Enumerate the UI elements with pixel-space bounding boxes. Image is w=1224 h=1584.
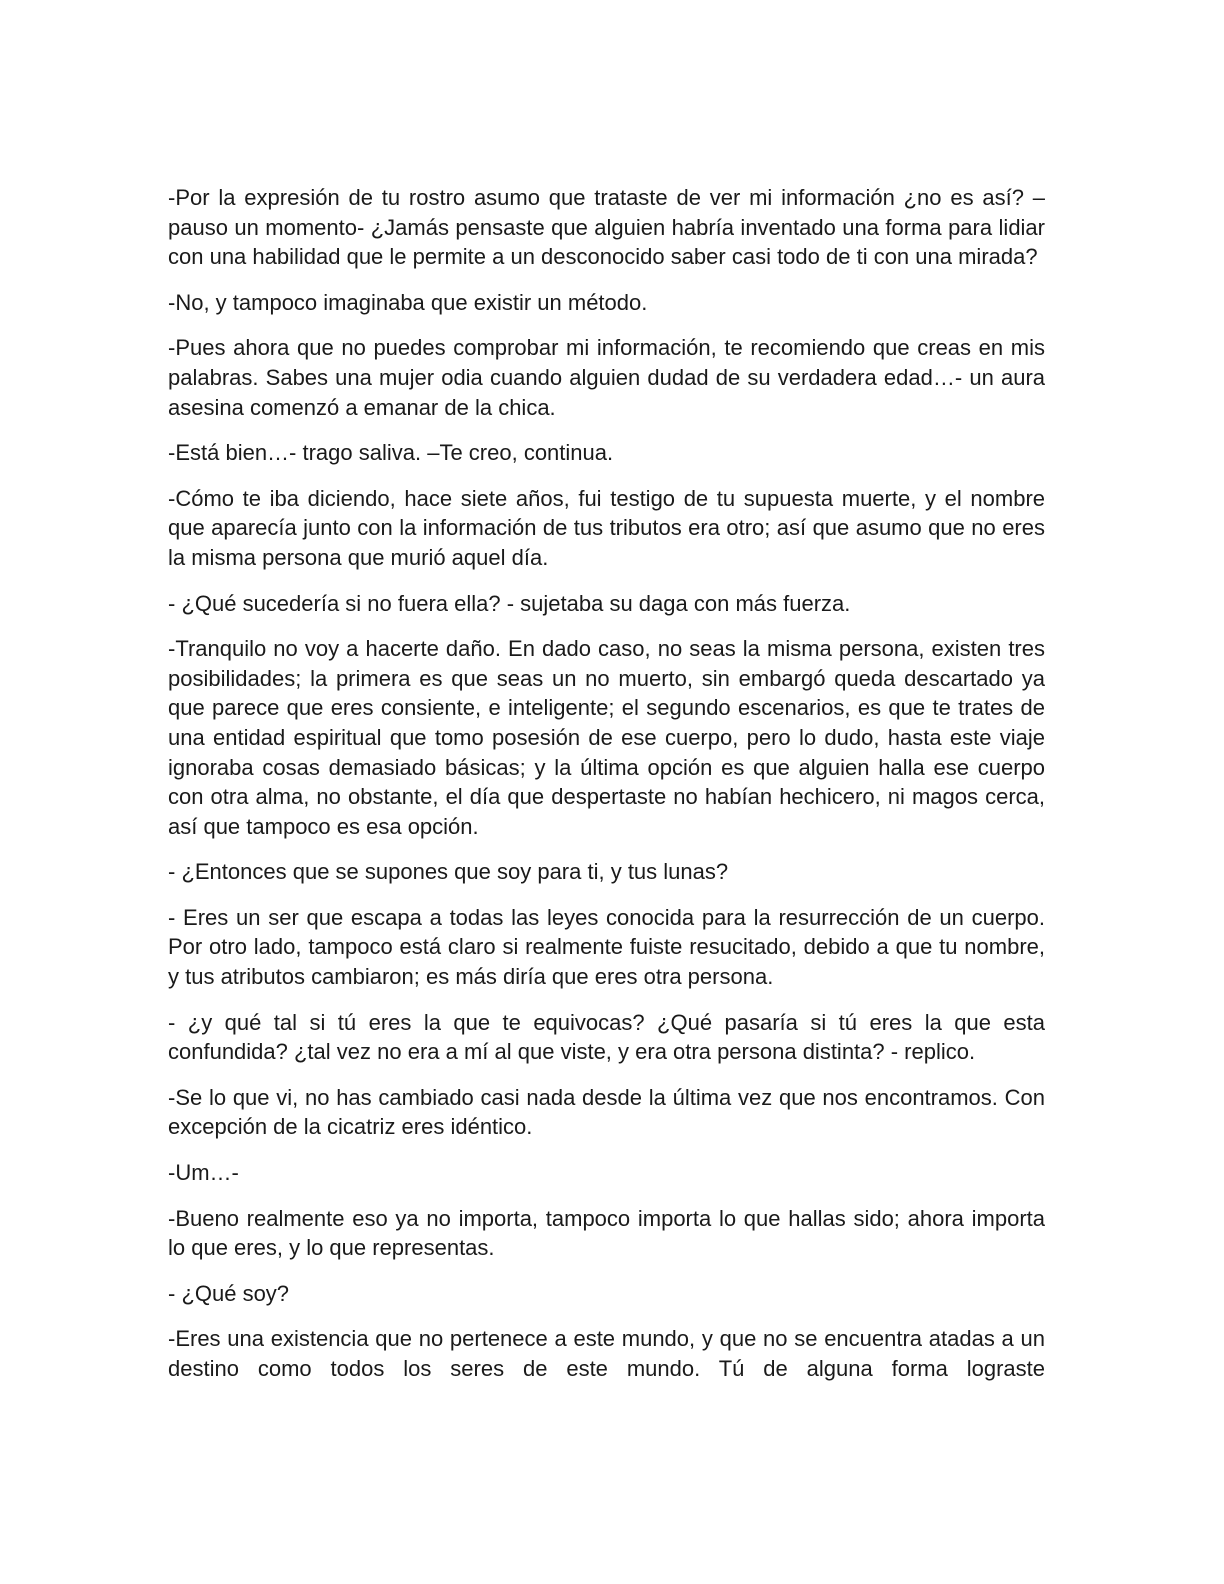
paragraph-10: - ¿y qué tal si tú eres la que te equivocas? ¿Qué pasaría si tú eres la que esta confundida? ¿tal vez no era a mí al que viste, y era otra persona distinta? - replico. bbox=[168, 1009, 1045, 1065]
paragraph-14: - ¿Qué soy? bbox=[168, 1280, 290, 1306]
paragraph-8: - ¿Entonces que se supones que soy para ti, y tus lunas? bbox=[168, 859, 729, 885]
paragraph-13: -Bueno realmente eso ya no importa, tampoco importa lo que hallas sido; ahora importa lo que eres, y lo que representas. bbox=[168, 1205, 1045, 1261]
paragraph-1: -Por la expresión de tu rostro asumo que trataste de ver mi información ¿no es así? – pauso un momento- ¿Jamás pensaste que alguien habría inventado una forma para lidiar con una habilidad que le permite a un desconocido saber casi todo de ti con una mirada? bbox=[168, 185, 1045, 270]
paragraph-2: -No, y tampoco imaginaba que existir un método. bbox=[168, 289, 648, 315]
document-page bbox=[168, 183, 1045, 1400]
paragraph-15: -Eres una existencia que no pertenece a este mundo, y que no se encuentra atadas a un destino como todos los seres de este mundo. Tú de alguna forma lograste bbox=[168, 1326, 1045, 1381]
paragraph-3: -Pues ahora que no puedes comprobar mi información, te recomiendo que creas en mis palabras. Sabes una mujer odia cuando alguien dudad de su verdadera edad…- un aura asesina comenzó a emanar de la chica. bbox=[168, 335, 1045, 420]
paragraph-7: -Tranquilo no voy a hacerte daño. En dado caso, no seas la misma persona, existen tres posibilidades; la primera es que seas un no muerto, sin embargó queda descartado ya que parece que eres consiente, e inteligente; el segundo escenarios, es que te trates de una entidad espiritual que tomo posesión de ese cuerpo, pero lo dudo, hasta este viaje ignoraba cosas demasiado básicas; y la última opción es que alguien halla ese cuerpo con otra alma, no obstante, el día que despertaste no habían hechicero, ni magos cerca, así que tampoco es esa opción. bbox=[168, 636, 1045, 839]
paragraph-4: -Está bien…- trago saliva. –Te creo, continua. bbox=[168, 440, 614, 466]
paragraph-5: -Cómo te iba diciendo, hace siete años, fui testigo de tu supuesta muerte, y el nombre que aparecía junto con la información de tus tributos era otro; así que asumo que no eres la misma persona que murió aquel día. bbox=[168, 485, 1045, 570]
paragraph-12: -Um…- bbox=[168, 1160, 239, 1186]
paragraph-6: - ¿Qué sucedería si no fuera ella? - sujetaba su daga con más fuerza. bbox=[168, 590, 851, 616]
paragraph-9: - Eres un ser que escapa a todas las leyes conocida para la resurrección de un cuerpo. Por otro lado, tampoco está claro si realmente fuiste resucitado, debido a que tu nombre, y tus atributos cambiaron; es más diría que eres otra persona. bbox=[168, 904, 1045, 990]
paragraph-11: -Se lo que vi, no has cambiado casi nada desde la última vez que nos encontramos. Con excepción de la cicatriz eres idéntico. bbox=[168, 1084, 1045, 1140]
